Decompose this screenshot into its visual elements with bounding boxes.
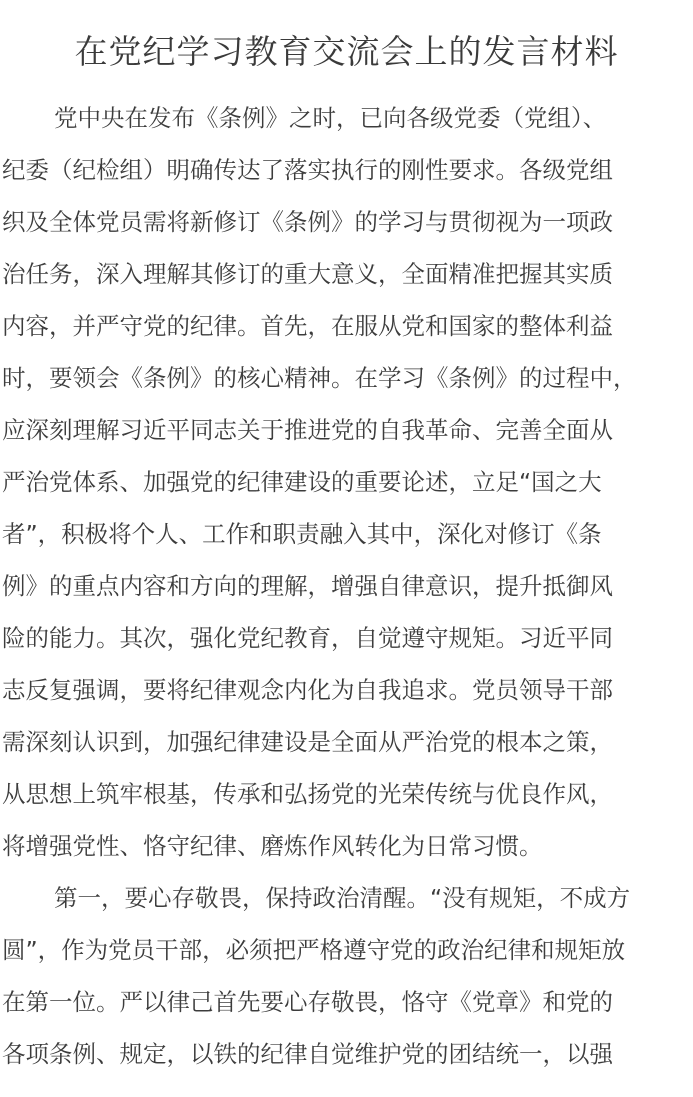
text-line: 时，要领会《条例》的核心精神。在学习《条例》的过程中，: [2, 364, 637, 392]
text-line: 险的能力。其次，强化党纪教育，自觉遵守规矩。习近平同: [2, 624, 613, 652]
text-line: 第一，要心存敬畏，保持政治清醒。“没有规矩，不成方: [54, 884, 631, 912]
text-line: 者”，积极将个人、工作和职责融入其中，深化对修订《条: [2, 520, 602, 548]
document-body: [0, 92, 693, 1080]
document-title: 在党纪学习教育交流会上的发言材料: [74, 32, 619, 71]
text-line: 例》的重点内容和方向的理解，增强自律意识，提升抵御风: [2, 572, 613, 600]
text-line: 内容，并严守党的纪律。首先，在服从党和国家的整体利益: [2, 312, 613, 340]
text-line: 党中央在发布《条例》之时，已向各级党委（党组）、: [54, 104, 607, 132]
text-line: 应深刻理解习近平同志关于推进党的自我革命、完善全面从: [2, 416, 613, 444]
text-line: 纪委（纪检组）明确传达了落实执行的刚性要求。各级党组: [2, 156, 613, 184]
text-line: 从思想上筑牢根基，传承和弘扬党的光荣传统与优良作风，: [2, 780, 613, 808]
text-line: 在第一位。严以律己首先要心存敬畏，恪守《党章》和党的: [2, 988, 613, 1016]
text-line: 需深刻认识到，加强纪律建设是全面从严治党的根本之策，: [2, 728, 613, 756]
text-line: 治任务，深入理解其修订的重大意义，全面精准把握其实质: [2, 260, 613, 288]
text-line: 织及全体党员需将新修订《条例》的学习与贯彻视为一项政: [2, 208, 613, 236]
text-line: 志反复强调，要将纪律观念内化为自我追求。党员领导干部: [2, 676, 613, 704]
text-line: 严治党体系、加强党的纪律建设的重要论述，立足“国之大: [2, 468, 602, 496]
text-line: 各项条例、规定，以铁的纪律自觉维护党的团结统一，以强: [2, 1040, 613, 1068]
text-line: 将增强党性、恪守纪律、磨炼作风转化为日常习惯。: [2, 832, 543, 860]
text-line: 圆”，作为党员干部，必须把严格遵守党的政治纪律和规矩放: [2, 936, 626, 964]
